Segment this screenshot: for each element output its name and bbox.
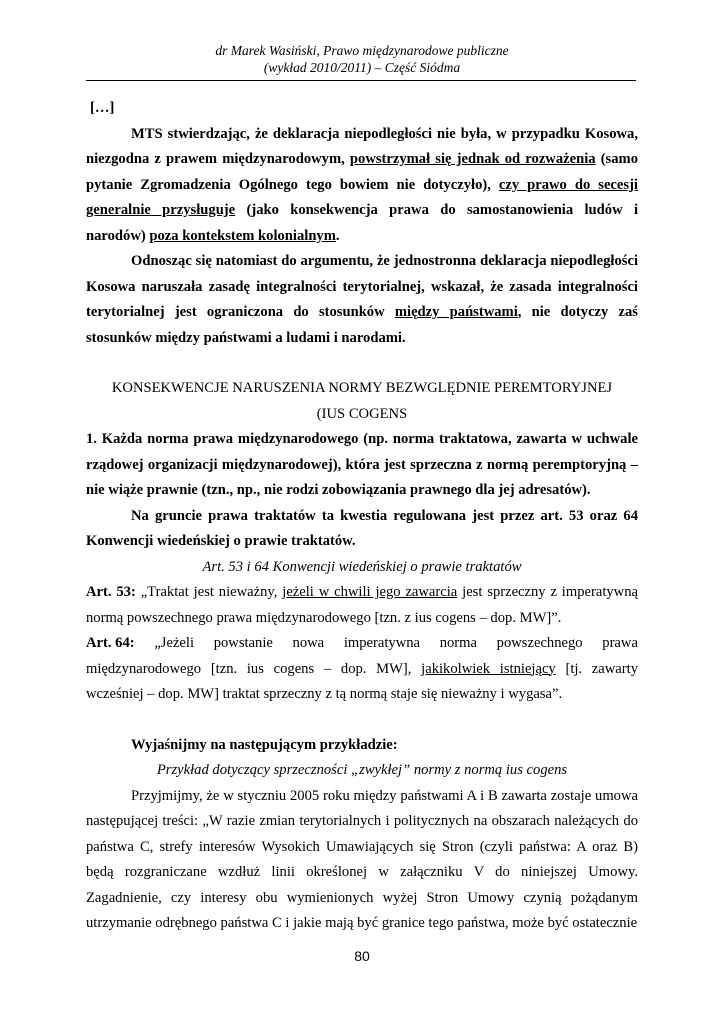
underlined-phrase: jakikolwiek istniejący — [421, 660, 556, 677]
example-heading: Wyjaśnijmy na następującym przykładzie: — [131, 736, 398, 753]
running-header — [0, 42, 724, 76]
header-rule — [86, 80, 636, 81]
ellipsis-marker: […] — [90, 100, 115, 116]
text-run: prawa — [602, 635, 638, 651]
article-64-continuation — [86, 657, 638, 708]
article-64-first-line — [86, 631, 638, 657]
header-line-2: (wykład 2010/2011) – Część Siódma — [263, 60, 461, 75]
text-run: (samo pytanie Zgromadzenia Ogólnego tego bowiem nie dotyczyło), — [86, 151, 638, 193]
text-run: „Traktat jest nieważny, — [135, 584, 283, 600]
article-64 — [86, 631, 638, 708]
text-run: , nie dotyczy zaś stosunków między państwami a ludami i narodami. — [86, 304, 638, 346]
text-run: powszechnego — [496, 635, 583, 651]
section-heading: KONSEKWENCJE NARUSZENIA NORMY BEZWGLĘDNIE PEREMTORYJNEJ (IUS COGENS — [111, 380, 613, 422]
text-run: Odnosząc się natomiast do argumentu, że jednostronna deklaracja niepodległości Kosowa naruszała zasadę integralności terytorialnej, wskazał, że zasada integralności terytorialnej jest ograniczona do stosunków — [86, 253, 638, 320]
text-run: powstanie — [213, 635, 273, 651]
article-label: Art. 64: — [86, 635, 135, 651]
underlined-phrase: między państwami — [394, 304, 518, 320]
example-caption: Przykład dotyczący sprzeczności „zwykłej” normy z normą ius cogens — [156, 762, 568, 778]
text-run: nowa — [292, 635, 325, 651]
text-run: MTS stwierdzając, że deklaracja niepodległości nie była, w przypadku Kosowa, niezgodna z prawem międzynarodowym, — [86, 125, 638, 167]
paragraph-example: Przyjmijmy, że w styczniu 2005 roku między państwami A i B zawarta zostaje umowa następującej treści: „W razie zmian terytorialnych i politycznych na obszarach należących do państwa C, strefy interesów Wysokich Umawiających się Stron (czyli państwa: A oraz B) będą rozgraniczane wzdłuż linii określonej w załączniku V do niniejszej Umowy. Zagadnienie, czy interesy obu wymienionych wyżej Stron Umowy czynią pożądanym utrzymanie odrębnego państwa C i jakie mają być granice tego państwa, może być ostatecznie — [86, 787, 638, 931]
article-label: Art. 53: — [86, 584, 136, 600]
page-number: 80 — [354, 948, 370, 964]
paragraph-point-1: 1. Każda norma prawa międzynarodowego (np. norma traktatowa, zawarta w uchwale rządowej organizacji międzynarodowej), która jest sprzeczna z normą peremptoryjną – nie wiąże prawnie (tzn., np., nie rodzi zobowiązania prawnego dla jej adresatów). — [86, 431, 638, 498]
text-run: [tj. zawarty wcześniej – dop. MW] traktat sprzeczny z tą normą staje się nieważny i wygasa”. — [86, 660, 638, 702]
text-run: (jako konsekwencja prawa do samostanowienia ludów i narodów) — [86, 202, 639, 244]
text-run: norma — [439, 635, 477, 651]
text-run: „Jeżeli — [154, 635, 195, 651]
page-body — [86, 96, 638, 937]
header-line-1: dr Marek Wasiński, Prawo międzynarodowe publiczne — [215, 43, 509, 58]
article-53 — [86, 580, 638, 631]
underlined-phrase: czy prawo do secesji generalnie przysługuje — [86, 176, 638, 218]
paragraph-mts-statement — [86, 122, 638, 250]
text-run: imperatywna — [343, 635, 421, 651]
text-run: jest sprzeczny z imperatywną normą powszechnego prawa międzynarodowego [tzn. z ius cogens – dop. MW]”. — [86, 584, 638, 626]
text-run: międzynarodowego [tzn. ius cogens – dop. MW], — [86, 660, 422, 677]
articles-caption: Art. 53 i 64 Konwencji wiedeńskiej o prawie traktatów — [202, 558, 522, 575]
text-run: . — [335, 227, 340, 244]
underlined-phrase: powstrzymał się jednak od rozważenia — [349, 151, 596, 167]
underlined-phrase: jeżeli w chwili jego zawarcia — [282, 584, 458, 600]
paragraph-territorial-integrity — [86, 249, 638, 351]
underlined-phrase: poza kontekstem kolonialnym — [149, 227, 336, 244]
paragraph-vienna-convention: Na gruncie prawa traktatów ta kwestia regulowana jest przez art. 53 oraz 64 Konwencji wiedeńskiej o prawie traktatów. — [86, 507, 638, 549]
